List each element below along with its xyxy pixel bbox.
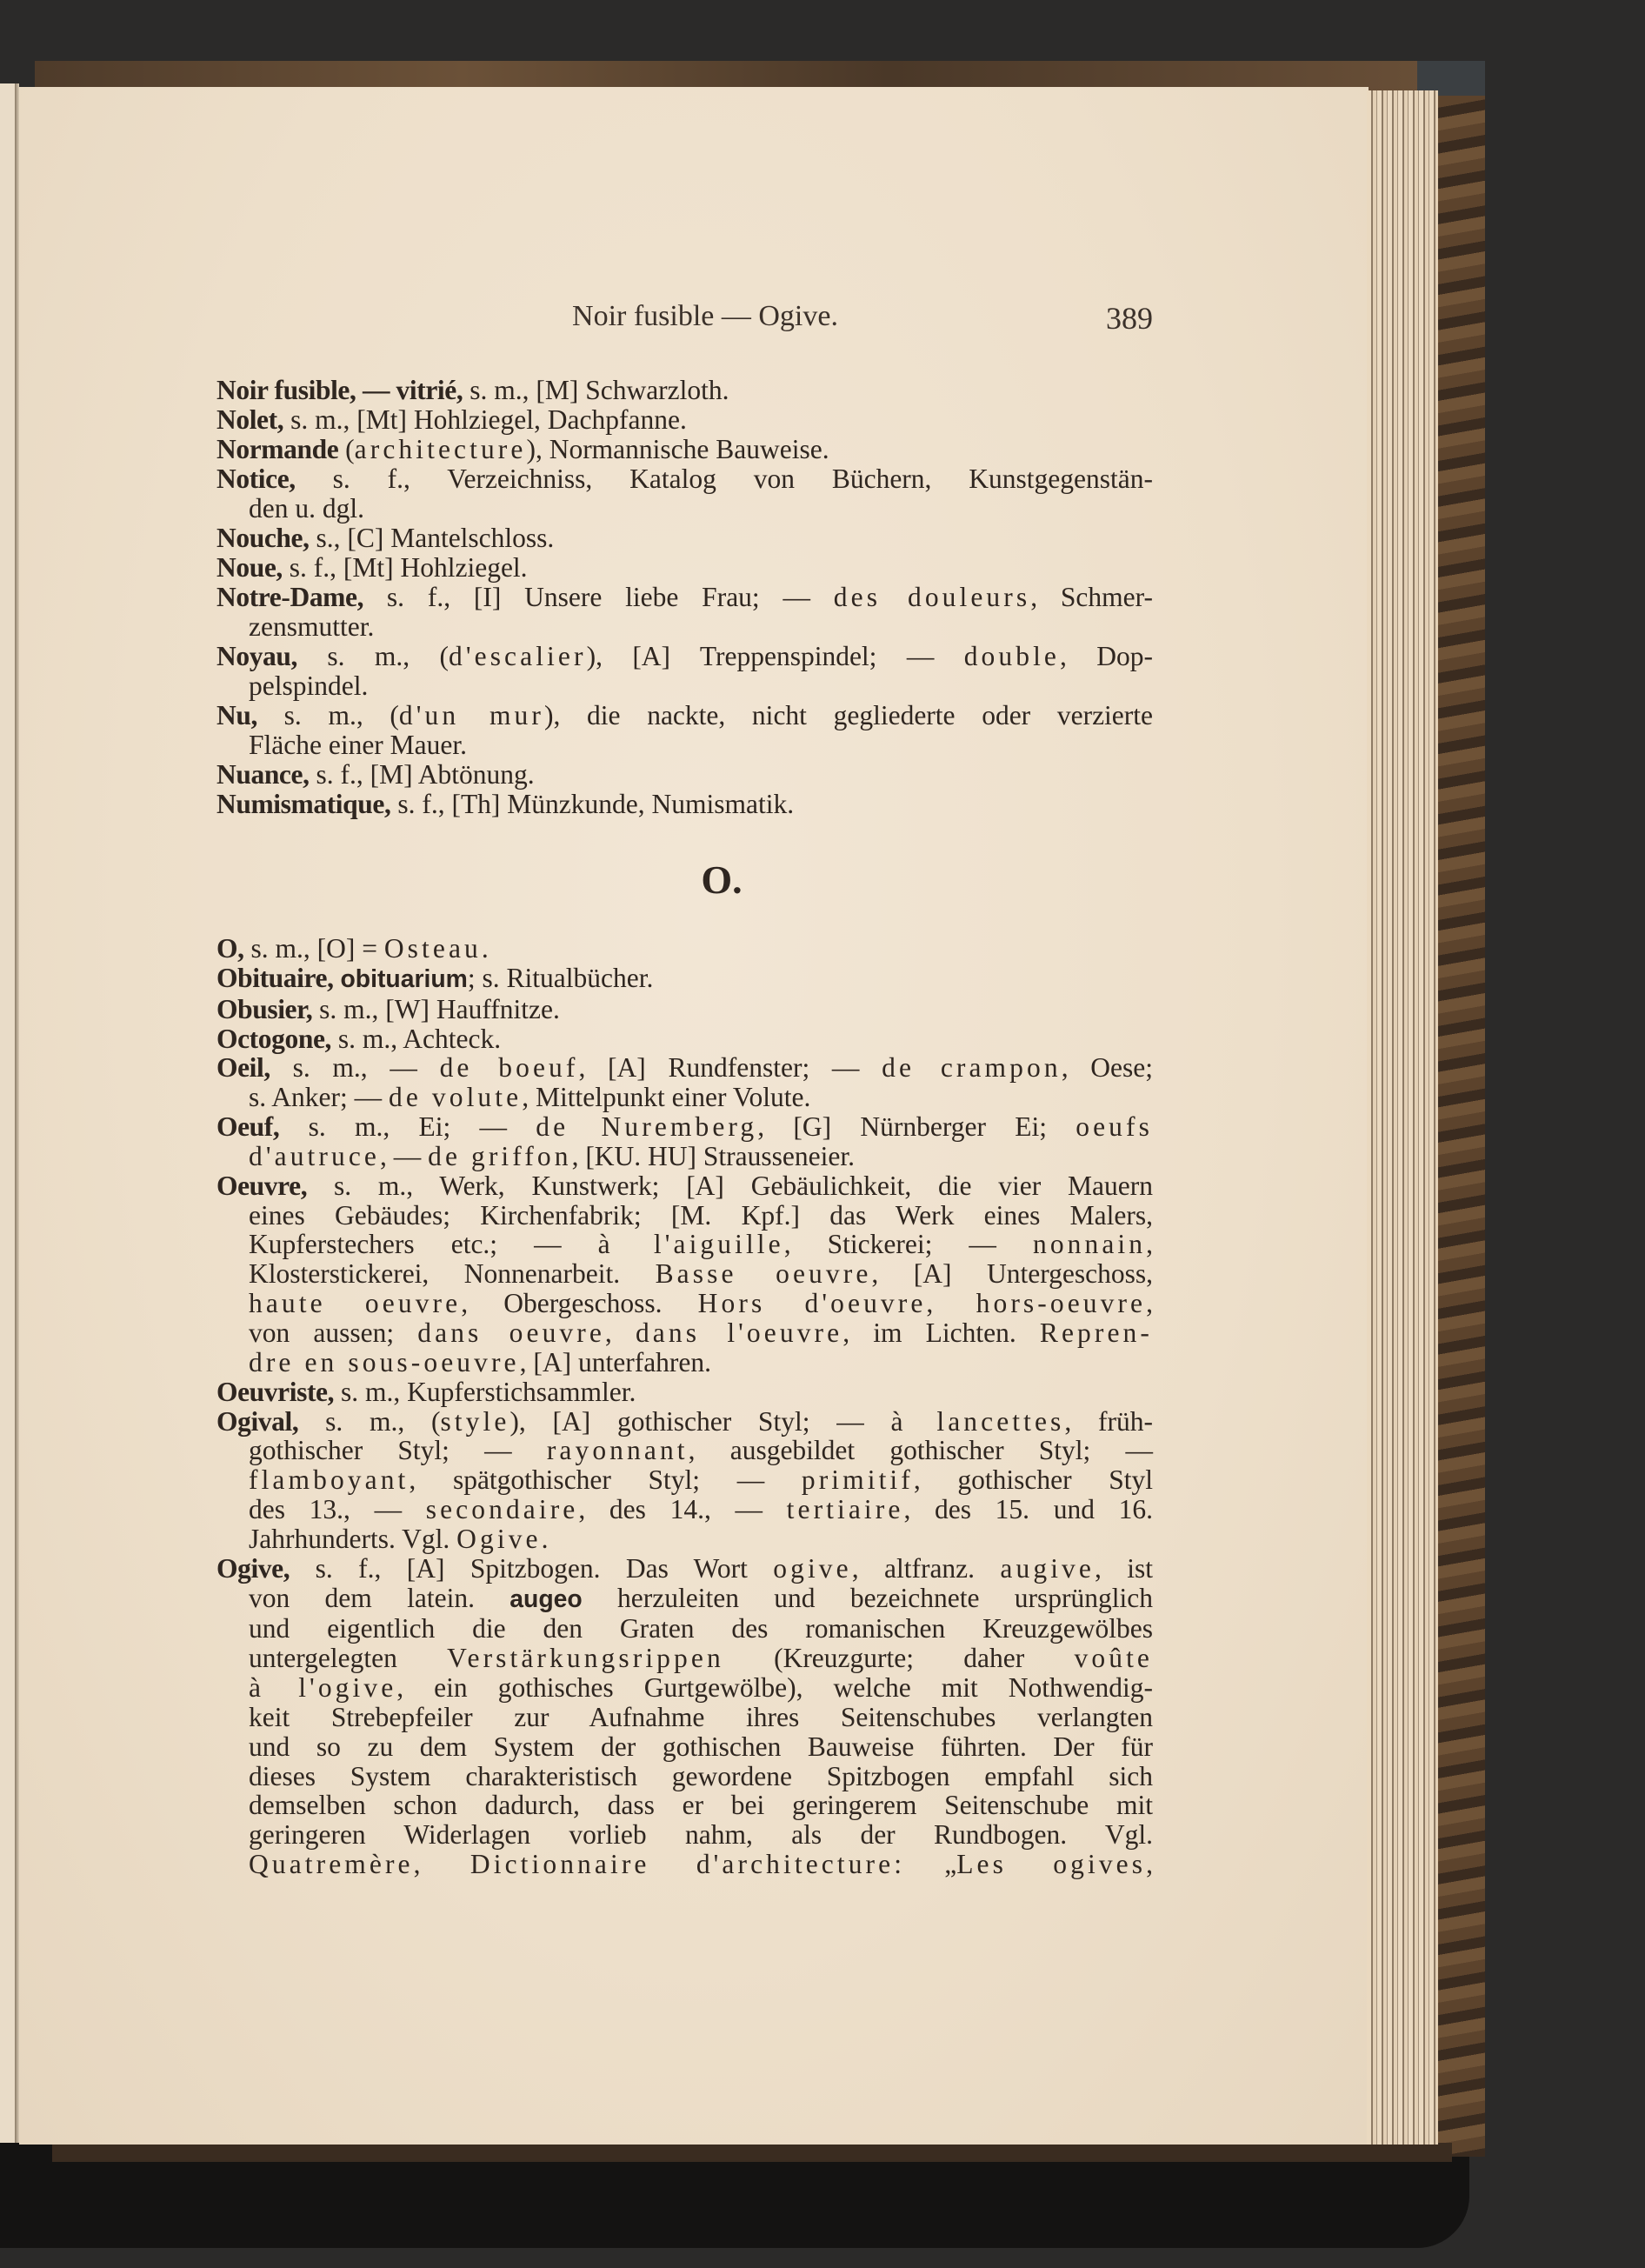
book-cover-right-edge [1436, 96, 1485, 2157]
entry-text: s. m., [M] Schwarzloth. [463, 375, 729, 405]
entry-text: , spätgothischer Styl; — [409, 1464, 802, 1496]
spaced-term: flamboyant [249, 1464, 410, 1496]
entry-text: . [481, 933, 489, 964]
spaced-term: Verstärkungsrippen [447, 1643, 724, 1674]
entry-line [216, 1762, 1153, 1791]
spaced-term: haute oeuvre [249, 1288, 462, 1319]
entry-text: s. m., ( [298, 1405, 441, 1437]
entry-text: geringeren Widerlagen vorlieb nahm, als der Rundbogen. Vgl. [249, 1819, 1153, 1851]
entry-line [216, 760, 1153, 790]
headword: Nuance, [216, 759, 310, 790]
entry-text: , ein gothisches Gurtgewölbe), welche mit Nothwendig- [396, 1672, 1154, 1704]
dictionary-entry [216, 464, 1153, 524]
dictionary-entry [216, 553, 1153, 583]
entry-text: den u. dgl. [249, 493, 364, 524]
entry-text: s., [C] Mantelschloss. [309, 523, 555, 553]
entry-text: Kupferstechers etc.; — [249, 1229, 598, 1260]
entry-line [216, 1289, 1153, 1318]
dictionary-entry [216, 964, 1153, 995]
dictionary-entry [216, 1171, 1153, 1377]
entry-line [216, 1348, 1153, 1377]
spaced-term: d'un mur [398, 700, 544, 730]
entry-text: , [1146, 1229, 1153, 1260]
entry-text: , gothischer Styl [913, 1464, 1153, 1496]
entry-text: , [G] Nürnberger Ei; [757, 1111, 1076, 1143]
headword: Noir fusible, — vitrié, [216, 375, 463, 405]
entry-text: ( [338, 434, 355, 464]
dictionary-entry [216, 583, 1153, 642]
dictionary-entries-o [216, 934, 1153, 1879]
entry-text: , [1146, 1849, 1153, 1880]
spaced-term: Quatremère, Dictionnaire d'architecture [249, 1849, 895, 1880]
headword: Octogone, [216, 1023, 331, 1054]
spaced-term: style [440, 1405, 510, 1437]
headword: Notre-Dame, [216, 582, 364, 612]
entry-text: , [A] Rundfenster; — [578, 1052, 882, 1084]
page-gutter [15, 83, 19, 2143]
headword: Ogival, [216, 1405, 299, 1437]
dictionary-entry [216, 524, 1153, 553]
entry-line [216, 1465, 1153, 1495]
entry-text: , Obergeschoss. [461, 1288, 698, 1319]
entry-line [216, 1584, 1153, 1615]
spaced-term: à l'aiguille [597, 1229, 784, 1260]
dictionary-entry [216, 701, 1153, 760]
entry-line [216, 494, 1153, 524]
entry-line [216, 1112, 1153, 1142]
headword: Nolet, [216, 404, 284, 435]
section-heading: O. [701, 857, 743, 902]
entry-line [216, 405, 1153, 435]
spaced-term: Osteau [383, 933, 482, 964]
entry-text: s. f., Verzeichniss, Katalog von Büchern, Kunstgegenstän- [295, 464, 1153, 494]
entry-text: , Dop- [1060, 641, 1154, 671]
entry-text: , des 14., — [578, 1494, 787, 1525]
headword: Noyau, [216, 641, 297, 671]
entry-line [216, 1142, 1153, 1171]
entry-line [216, 553, 1153, 583]
entry-text: s. f., [M] Abtönung. [309, 759, 535, 790]
entry-text: und so zu dem System der gothischen Bauweise führten. Der für [249, 1731, 1153, 1762]
entry-text: s. m., [O] = [243, 933, 384, 964]
entry-text: ), Normannische Bauweise. [526, 434, 829, 464]
entry-line [216, 376, 1153, 405]
entry-line [216, 1201, 1153, 1231]
spaced-term: de boeuf [439, 1052, 579, 1084]
entry-line [216, 1554, 1153, 1584]
entry-text: Klosterstickerei, Nonnenarbeit. [249, 1258, 656, 1290]
page-edges-stack [1367, 90, 1438, 2145]
entry-line [216, 1673, 1153, 1703]
entry-text: s. m., [Mt] Hohlziegel, Dachpfanne. [283, 404, 687, 435]
entry-text: s. f., [Th] Münzkunde, Numismatik. [390, 789, 795, 819]
entry-text: . [541, 1523, 549, 1554]
spaced-term: de volute [389, 1082, 523, 1113]
spaced-term: Repren- [1039, 1317, 1153, 1348]
spaced-term: dans l'oeuvre [635, 1317, 843, 1348]
entry-line [216, 730, 1153, 760]
entry-text: s. m., [W] Hauffnitze. [312, 993, 560, 1024]
spaced-term: de crampon [882, 1052, 1062, 1084]
entry-text: ), die nackte, nicht gegliederte oder verzierte [543, 700, 1154, 730]
entry-text: ), [A] gothischer Styl; — [509, 1405, 891, 1437]
entry-text: von dem latein. [249, 1582, 510, 1613]
entry-text: , ist [1094, 1552, 1153, 1584]
entry-text: s. m., — [270, 1052, 440, 1084]
entry-text: dieses System charakteristisch gewordene Spitzbogen empfahl sich [249, 1760, 1153, 1791]
dictionary-entry [216, 1112, 1153, 1171]
spaced-term: ogive [773, 1552, 852, 1584]
entry-text: s. m., ( [256, 700, 399, 730]
spaced-term: tertiaire [786, 1494, 904, 1525]
entry-line [216, 1171, 1153, 1201]
spaced-term: Ogive [456, 1523, 542, 1554]
entry-line [216, 1259, 1153, 1289]
spaced-term: des douleurs [833, 582, 1031, 612]
entry-text: , Oese; [1061, 1052, 1153, 1084]
entry-text: : „ [894, 1849, 957, 1880]
spaced-term: rayonnant [546, 1435, 689, 1466]
dictionary-entries-n [216, 376, 1153, 819]
headword: Ogive, [216, 1552, 290, 1584]
entry-text: s. m., ( [297, 641, 450, 671]
entry-text: pelspindel. [249, 670, 369, 701]
entry-line [216, 701, 1153, 730]
spaced-term: Les ogives [956, 1849, 1147, 1880]
page-number: 389 [1106, 301, 1153, 336]
headword: Oeuvriste, [216, 1376, 335, 1407]
dictionary-entry [216, 790, 1153, 819]
entry-line [216, 790, 1153, 819]
entry-text: und eigentlich die den Graten des romanischen Kreuzgewölbes [249, 1613, 1153, 1644]
entry-text: s. f., [I] Unsere liebe Frau; — [363, 582, 834, 612]
entry-line [216, 642, 1153, 671]
entry-text: herzuleiten und bezeichnete ursprünglich [582, 1582, 1153, 1613]
dictionary-entry [216, 934, 1153, 964]
entry-text: s. f., [Mt] Hohlziegel. [282, 552, 528, 583]
entry-text: s. f., [A] Spitzbogen. Das Wort [290, 1552, 774, 1584]
entry-text: gothischer Styl; — [249, 1435, 547, 1466]
entry-line [216, 1318, 1153, 1348]
spaced-term: secondaire [425, 1494, 579, 1525]
spaced-term: d'escalier [449, 641, 587, 671]
headword: Notice, [216, 464, 296, 494]
dictionary-entry [216, 995, 1153, 1024]
emphasized-term: augeo [509, 1584, 583, 1613]
entry-line [216, 1644, 1153, 1673]
entry-text: s. m., Kupferstichsammler. [334, 1376, 636, 1407]
dictionary-entry [216, 760, 1153, 790]
entry-text: , [A] unterfahren. [519, 1346, 712, 1377]
spaced-term: Basse oeuvre [655, 1258, 872, 1290]
entry-text: , des 15. und 16. [903, 1494, 1153, 1525]
headword: Oeuf, [216, 1111, 280, 1143]
headword: O, [216, 933, 244, 964]
entry-text: Jahrhunderts. Vgl. [249, 1523, 457, 1554]
entry-text: von aussen; [249, 1317, 418, 1348]
entry-text: demselben schon dadurch, dass er bei geringerem Seitenschube mit [249, 1790, 1153, 1821]
spaced-term: à l'ogive [249, 1672, 397, 1704]
entry-line [216, 435, 1153, 464]
entry-text: , im Lichten. [842, 1317, 1040, 1348]
running-title: Noir fusible — Ogive. [572, 300, 838, 332]
entry-text: , — [379, 1140, 429, 1171]
headword: Obusier, [216, 993, 313, 1024]
headword: Oeuvre, [216, 1170, 308, 1201]
dictionary-entry [216, 1024, 1153, 1054]
entry-text: , früh- [1064, 1405, 1153, 1437]
entry-line [216, 934, 1153, 964]
dictionary-entry [216, 1377, 1153, 1407]
entry-line [216, 1614, 1153, 1644]
entry-line [216, 1024, 1153, 1054]
entry-text: , [KU. HU] Strausseneier. [571, 1140, 855, 1171]
spaced-term: nonnain [1032, 1229, 1147, 1260]
entry-text: s. Anker; — [249, 1082, 389, 1113]
spaced-term: double [963, 641, 1061, 671]
entry-line [216, 1495, 1153, 1524]
entry-text: , altfranz. [851, 1552, 1001, 1584]
entry-text: s. m., Achteck. [331, 1023, 502, 1054]
spaced-term: architecture [354, 434, 527, 464]
entry-text: keit Strebepfeiler zur Aufnahme ihres Seitenschubes verlangten [249, 1701, 1153, 1732]
spaced-term: dans oeuvre [417, 1317, 605, 1348]
dictionary-entry [216, 1554, 1153, 1879]
emphasized-term: obituarium [340, 964, 468, 993]
spaced-term: de Nuremberg [536, 1111, 758, 1143]
entry-line [216, 671, 1153, 701]
dictionary-entry [216, 1407, 1153, 1554]
headword: Obituaire, [216, 962, 334, 993]
headword: Numismatique, [216, 789, 391, 819]
spaced-term: augive [1000, 1552, 1095, 1584]
spaced-term: primitif [801, 1464, 914, 1496]
entry-line [216, 1791, 1153, 1820]
entry-line [216, 995, 1153, 1024]
headword: Nu, [216, 700, 257, 730]
entry-line [216, 1407, 1153, 1437]
entry-text: , [A] Untergeschoss, [871, 1258, 1153, 1290]
book-cover-bottom-edge [52, 2143, 1452, 2162]
entry-text: Fläche einer Mauer. [249, 730, 468, 760]
spaced-term: oeufs [1076, 1111, 1153, 1143]
entry-text: zensmutter. [249, 611, 375, 642]
entry-line [216, 1053, 1153, 1083]
dictionary-entry [216, 435, 1153, 464]
entry-text: , Stickerei; — [783, 1229, 1033, 1260]
entry-line [216, 524, 1153, 553]
left-page-sliver [0, 83, 16, 2143]
entry-line [216, 1524, 1153, 1554]
entry-text: s. m., Werk, Kunstwerk; [A] Gebäulichkeit, die vier Mauern [307, 1170, 1153, 1201]
dictionary-entry [216, 642, 1153, 701]
spaced-term: de griffon [428, 1140, 572, 1171]
entry-text: (Kreuzgurte; daher [723, 1643, 1075, 1674]
entry-line [216, 964, 1153, 995]
dictionary-entry [216, 405, 1153, 435]
entry-line [216, 1436, 1153, 1465]
spaced-term: dre en sous-oeuvre [249, 1346, 520, 1377]
entry-text: , ausgebildet gothischer Styl; — [688, 1435, 1153, 1466]
entry-line [216, 1850, 1153, 1879]
spaced-term: Hors d'oeuvre, hors-oeuvre [697, 1288, 1147, 1319]
entry-text: , Schmer- [1030, 582, 1153, 612]
entry-line [216, 612, 1153, 642]
entry-line [216, 1377, 1153, 1407]
entry-text: , [604, 1317, 636, 1348]
entry-text: eines Gebäudes; Kirchenfabrik; [M. Kpf.] das Werk eines Malers, [249, 1199, 1153, 1231]
entry-line [216, 583, 1153, 612]
entry-text: , Mittelpunkt einer Volute. [522, 1082, 811, 1113]
headword: Nouche, [216, 523, 310, 553]
entry-line [216, 1820, 1153, 1850]
headword: Noue, [216, 552, 283, 583]
spaced-term: à lancettes [890, 1405, 1065, 1437]
headword: Oeil, [216, 1052, 270, 1084]
entry-line [216, 1230, 1153, 1259]
dictionary-entry [216, 1053, 1153, 1112]
entry-text: s. m., Ei; — [279, 1111, 536, 1143]
spaced-term: d'autruce [249, 1140, 380, 1171]
entry-text: , [1146, 1288, 1154, 1319]
entry-text: untergelegten [249, 1643, 448, 1674]
entry-line [216, 1732, 1153, 1762]
dictionary-entry [216, 376, 1153, 405]
entry-text: des 13., — [249, 1494, 426, 1525]
entry-text: ; s. Ritualbücher. [467, 962, 654, 993]
spaced-term: voûte [1074, 1643, 1153, 1674]
entry-text: ), [A] Treppenspindel; — [586, 641, 964, 671]
entry-line [216, 464, 1153, 494]
entry-line [216, 1703, 1153, 1732]
headword: Normande [216, 434, 339, 464]
entry-line [216, 1083, 1153, 1112]
page-header [0, 300, 1645, 344]
